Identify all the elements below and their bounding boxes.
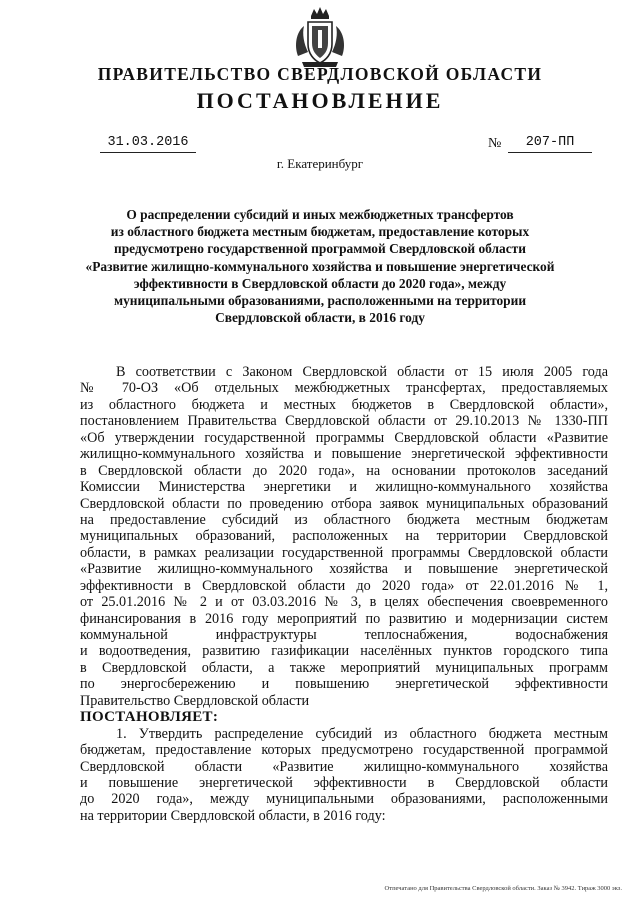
- subject-line: эффективности в Свердловской области до 2020 года», между: [133, 275, 507, 291]
- document-date: 31.03.2016: [100, 134, 196, 153]
- subject-line: муниципальными образованиями, расположенными на территории: [113, 293, 527, 309]
- preamble-line: коммунальной инфраструктуры теплоснабжения, водоснабжения: [80, 627, 608, 643]
- print-footer: Отпечатано для Правительства Свердловской области. Заказ № 3942. Тираж 3000 экз.: [384, 885, 622, 892]
- clause-line: 1. Утвердить распределение субсидий из областного бюджета местным: [116, 725, 608, 742]
- preamble-line: В соответствии с Законом Свердловской области от 15 июля 2005 года: [116, 364, 608, 380]
- coat-of-arms-emblem: [292, 6, 348, 68]
- subject-line: Свердловской области, в 2016 году: [215, 310, 425, 326]
- subject-line: из областного бюджета местным бюджетам, предоставление которых: [110, 224, 530, 240]
- preamble-line: Комиссии Министерства энергетики и жилищно-коммунального хозяйства: [80, 479, 608, 496]
- resolve-heading: ПОСТАНОВЛЯЕТ:: [80, 709, 219, 726]
- document-number: 207-ПП: [508, 134, 592, 153]
- subject-line: предусмотрено государственной программой Свердловской области: [114, 241, 526, 257]
- preamble-line: Свердловской области по проведению отбора заявок муниципальных образований: [80, 495, 608, 512]
- government-title: ПРАВИТЕЛЬСТВО СВЕРДЛОВСКОЙ ОБЛАСТИ: [97, 64, 543, 84]
- preamble-line: «Об утверждении государственной программы Свердловской области «Развитие: [80, 429, 608, 446]
- document-type: ПОСТАНОВЛЕНИЕ: [196, 88, 444, 113]
- preamble-line: жилищно-коммунального хозяйства и повышение энергетической эффективности: [80, 446, 608, 463]
- preamble-line: Правительство Свердловской области: [80, 692, 310, 709]
- clause-line: до 2020 года», между муниципальными образованиями, расположенными: [80, 791, 608, 808]
- clause-line: Свердловской области «Развитие жилищно-коммунального хозяйства: [80, 758, 608, 775]
- preamble-line: постановлением Правительства Свердловской области от 29.10.2013 № 1330-ПП: [80, 413, 608, 430]
- number-sign: №: [488, 136, 502, 151]
- city: г. Екатеринбург: [276, 156, 364, 171]
- preamble-line: «Развитие жилищно-коммунального хозяйства и повышение энергетической: [80, 561, 608, 578]
- preamble-line: эффективности в Свердловской области до 2020 года» от 22.01.2016 № 1,: [80, 577, 608, 594]
- preamble-line: и водоотведения, развитию газификации населённых пунктов городского типа: [80, 643, 608, 660]
- preamble-line: муниципальных образований, расположенных на территории Свердловской: [80, 528, 608, 545]
- document-subject: [74, 206, 566, 326]
- clause-line: бюджетам, предоставление которых предусмотрено государственной программой: [80, 742, 608, 759]
- preamble-line: финансирования в 2016 году мероприятий по развитию и модернизации систем: [80, 610, 608, 627]
- preamble-line: области, в рамках реализации государственной программы Свердловской области: [80, 544, 608, 561]
- subject-line: О распределении субсидий и иных межбюджетных трансфертов: [126, 207, 514, 222]
- preamble-line: по энергосбережению и повышению энергетической эффективности: [80, 676, 608, 693]
- preamble-line: № 70-ОЗ «Об отдельных межбюджетных трансфертах, предоставляемых: [80, 380, 608, 397]
- preamble-line: на предоставление субсидий из областного бюджета местным бюджетам: [80, 511, 608, 528]
- preamble-line: в Свердловской области, а также мероприятий муниципальных программ: [80, 659, 608, 676]
- clause-line: и повышение энергетической эффективности в Свердловской области: [80, 774, 608, 791]
- preamble-line: в Свердловской области до 2020 года», на основании протоколов заседаний: [80, 462, 608, 479]
- preamble-line: от 25.01.2016 № 2 и от 03.03.2016 № 3, в целях обеспечения своевременного: [80, 594, 608, 611]
- clause-line: на территории Свердловской области, в 2016 году:: [80, 807, 386, 824]
- preamble-line: из областного бюджета и местных бюджетов в Свердловской области»,: [80, 396, 608, 413]
- subject-line: «Развитие жилищно-коммунального хозяйства и повышение энергетической: [85, 258, 555, 274]
- document-body: [80, 364, 608, 824]
